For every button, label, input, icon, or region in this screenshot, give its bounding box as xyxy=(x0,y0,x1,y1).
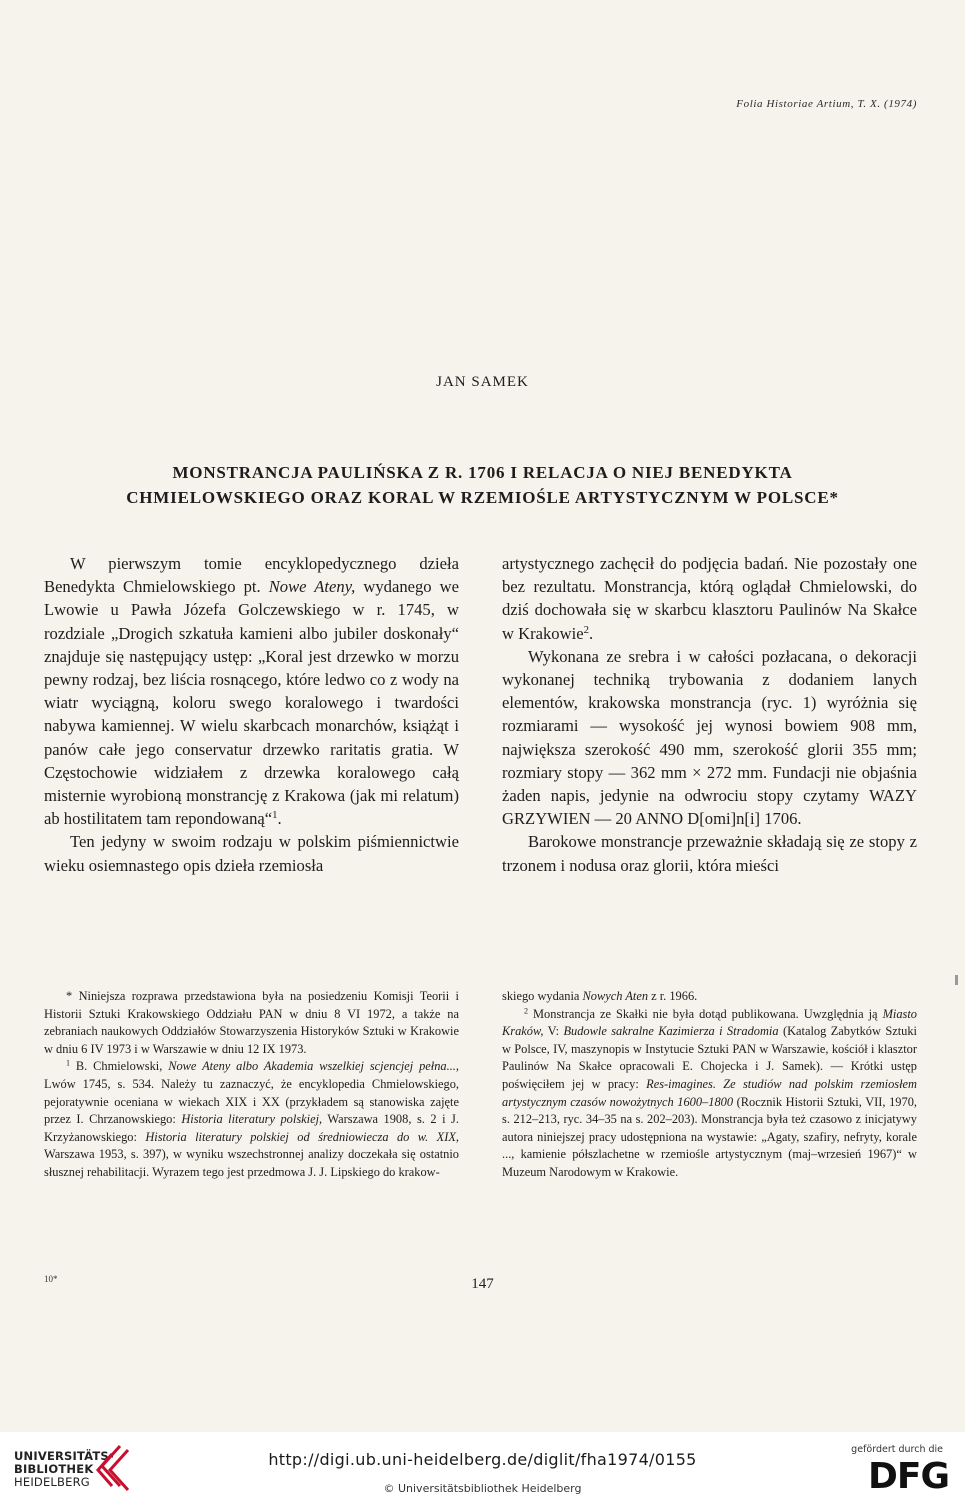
text-run: . xyxy=(588,623,594,643)
footnote-star: * Niniejsza rozprawa przedstawiona była na posiedzeniu Komisji Teorii i Historii Sztuki Krakowskiego Oddziału PAN w dniu 8 VI 1972, a także na zebraniach naukowych Oddziałów Stowarzyszenia Historyków Sztuki w Krakowie w dniu 6 IV 1973 i w Warszawie w dniu 12 IX 1973. xyxy=(44,989,459,1056)
text-run: W pierwszym tomie encyklopedycznego dzieła Benedykta Chmielowskiego pt. xyxy=(44,554,459,597)
text-run: skiego wydania xyxy=(502,989,583,1003)
body-column-right xyxy=(502,552,917,877)
logo-text-line: HEIDELBERG xyxy=(14,1475,90,1489)
scan-artifact xyxy=(955,975,958,985)
paragraph: Wykonana ze srebra i w całości pozłacana, o dekoracji wykonanej techniką trybowania z dodaniem lanych elementów, krakowska monstrancja (ryc. 1) wyróżnia się rozmiarami — wysokość jej wynosi bowiem 908 mm, największa szerokość 490 mm, szerokość glorii 355 mm; rozmiary stopy — 362 mm × 272 mm. Fundacji nie objaśnia żaden napis, jedynie na odwrociu stopy czytamy WAZY GRZYWIEN — 20 ANNO D[omi]n[i] 1706. xyxy=(502,646,917,829)
dfg-logo[interactable]: DFG xyxy=(867,1456,949,1497)
italic-run: Historia literatury polskiej od średniowiecza do w. XIX, xyxy=(145,1129,459,1144)
italic-run: Budowle sakralne Kazimierza i Stradomia xyxy=(563,1024,779,1039)
paragraph xyxy=(44,552,459,830)
title-line-2: CHMIELOWSKIEGO ORAZ KORAL W RZEMIOŚLE ARTYSTYCZNYM W POLSCE* xyxy=(126,488,839,507)
footnote-continuation xyxy=(502,988,917,1006)
footnote-2 xyxy=(502,1006,917,1182)
text-run: (Rocznik Historii Sztuki, VII, 1970, s. 212–213, ryc. 34–35 na s. 202–203). Monstrancja była też czasowo z inicjatywy autora niniejszej pracy udostępniona na wystawie: „Agaty, szafiry, nefryty, korale ..., kamienie półszlachetne w rzemiośle artystycznym (maj–wrzesień 1967)“ w Muzeum Narodowym w Krakowie. xyxy=(502,1094,917,1179)
text-run: artystycznego zachęcił do podjęcia badań. Nie pozostały one bez rezultatu. Monstrancja, którą oglądał Chmielowski, do dziś dochowała się w skarbcu klasztoru Paulinów Na Skałce w Krakowie xyxy=(502,554,917,643)
footnotes-left xyxy=(44,988,459,1182)
permalink-url[interactable]: http://digi.ub.uni-heidelberg.de/diglit/fha1974/0155 xyxy=(268,1450,697,1469)
footnote-ref: 2 xyxy=(583,623,589,636)
printer-signature: 10* xyxy=(44,1274,58,1284)
logo-text-line: BIBLIOTHEK xyxy=(14,1462,94,1476)
logo-text-line: UNIVERSITÄTS- xyxy=(14,1449,114,1463)
article-author: JAN SAMEK xyxy=(436,374,529,390)
funding-note: gefördert durch die xyxy=(851,1444,943,1455)
title-line-1: MONSTRANCJA PAULIŃSKA Z R. 1706 I RELACJA O NIEJ BENEDYKTA xyxy=(172,463,793,482)
text-run: Warszawa 1908, s. 2 i J. Krzyżanowskiego: xyxy=(44,1112,459,1144)
italic-run: Nowe Ateny albo Akademia wszelkiej scjencjej pełna..., xyxy=(168,1059,459,1074)
paragraph xyxy=(502,552,917,645)
text-run: Lwów 1745, s. 534. Należy tu zaznaczyć, że encyklopedia Chmielowskiego, pejoratywnie oceniana w wiekach XIX i XX (przykładem są stanowiska zajęte przez I. Chrzanowskiego: xyxy=(44,1076,459,1127)
text-run: z r. 1966. xyxy=(648,989,698,1003)
text-run: . xyxy=(277,809,282,829)
footnote-number: 2 xyxy=(524,1006,529,1016)
journal-header: Folia Historiae Artium, T. X. (1974) xyxy=(736,98,917,110)
footnote-1 xyxy=(44,1058,459,1181)
digitization-footer xyxy=(0,1432,965,1507)
italic-run: Nowe Ateny, xyxy=(268,577,356,597)
italic-run: Historia literatury polskiej, xyxy=(181,1112,323,1127)
footnotes-right xyxy=(502,988,917,1182)
text-run: B. Chmielowski, xyxy=(70,1059,169,1074)
text-run: Warszawa 1953, s. 397), w wyniku wszechstronnej analizy doczekała się ostatnio słusznej rehabilitacji. Wyrazem tego jest przedmowa J. J. Lipskiego do krakow- xyxy=(44,1147,459,1179)
paragraph: Ten jedyny w swoim rodzaju w polskim piśmiennictwie wieku osiemnastego opis dzieła rzemiosła xyxy=(44,832,459,875)
footnote-number: 1 xyxy=(66,1058,71,1068)
italic-run: Nowych Aten xyxy=(582,989,649,1003)
body-column-left xyxy=(44,552,459,877)
copyright-notice: © Universitätsbibliothek Heidelberg xyxy=(383,1482,582,1495)
text-run: (Katalog Zabytków Sztuki w Polsce, IV, maszynopis w Instytucie Sztuki PAN w Warszawie, kościół i klasztor Paulinów Na Skałce opracowali E. Chojecka i J. Samek). — Krótki ustęp poświęciłem jej w pracy: xyxy=(502,1024,917,1091)
italic-run: Res-imagines. Ze studiów nad polskim rzemiosłem artystycznym czasów nowożytnych 1600–1800 xyxy=(502,1076,917,1109)
text-run: Monstrancja ze Skałki nie była dotąd publikowana. Uwzględnia ją xyxy=(528,1006,883,1021)
text-run: V: xyxy=(543,1024,564,1039)
text-run: wydanego we Lwowie u Pawła Józefa Golczewskiego w r. 1745, w rozdziale „Drogich szkatuła kamieni albo jubiler doskonały“ znajduje się następujący ustęp: „Koral jest drzewko w morzu pewny rodzaj, bez liścia rosnącego, które ledwo co z wody na wiatr wyciągną, koloru swego koralowego i twardości nabywa kamiennej. W wielu skarbcach monarchów, książąt i panów całe jego conservatur drzewko raritatis gratia. W Częstochowie widziałem z drzewka koralowego całą misternie wyrobioną monstrancję z Krakowa (jak mi relatum) ab hostilitatem tam repondowaną“ xyxy=(44,577,460,829)
italic-run: Miasto Kraków, xyxy=(502,1006,917,1039)
page-number: 147 xyxy=(471,1276,494,1292)
paragraph: Barokowe monstrancje przeważnie składają się ze stopy z trzonem i nodusa oraz glorii, która mieści xyxy=(502,832,917,875)
footnote-ref: 1 xyxy=(272,809,278,822)
article-title xyxy=(60,460,905,510)
